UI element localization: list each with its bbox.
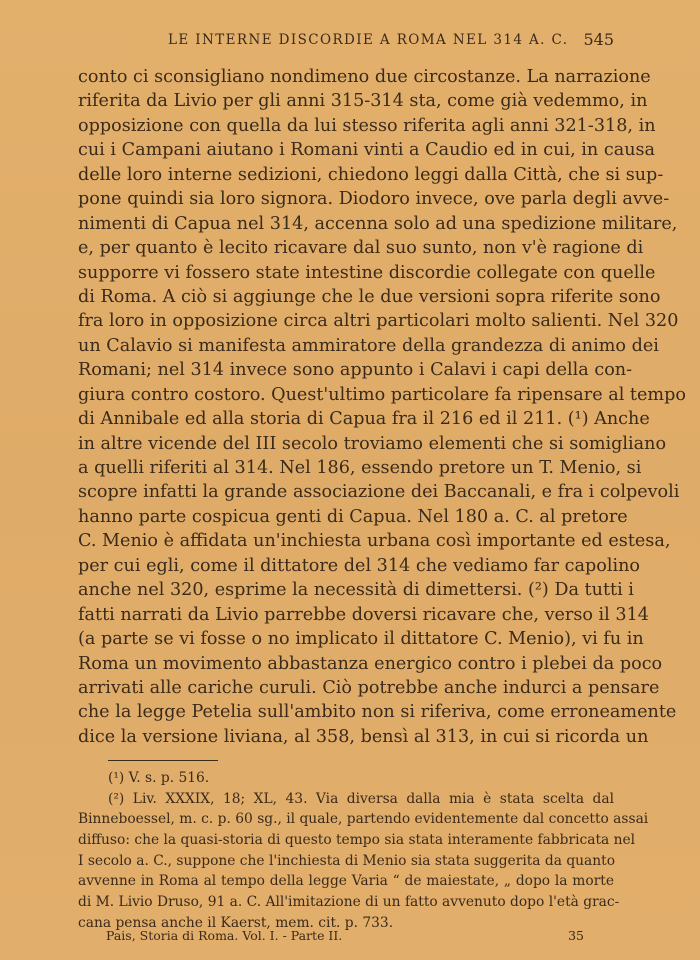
footnote-line: (²) Liv. XXXIX, 18; XL, 43. Via diversa dalla mia è stata scelta dal — [108, 790, 614, 807]
text-line: delle loro interne sedizioni, chiedono leggi dalla Città, che si sup- — [78, 164, 664, 185]
text-line: in altre vicende del III secolo troviamo elementi che si somigliano — [78, 433, 667, 454]
footnote-line: Binneboessel, m. c. p. 60 sg., il quale, partendo evidentemente dal concetto assai — [78, 811, 649, 828]
signature-mark: 35 — [568, 928, 584, 943]
text-line: nimenti di Capua nel 314, accenna solo ad una spedizione militare, — [78, 213, 678, 234]
text-line: riferita da Livio per gli anni 315-314 sta, come già vedemmo, in — [78, 91, 648, 112]
text-line: di Roma. A ciò si aggiunge che le due versioni sopra riferite sono — [78, 286, 661, 307]
text-line: dice la versione liviana, al 358, bensì al 313, in cui si ricorda un — [78, 726, 649, 747]
text-line: fra loro in opposizione circa altri particolari molto salienti. Nel 320 — [78, 311, 679, 332]
text-line: anche nel 320, esprime la necessità di dimettersi. (²) Da tutti i — [78, 580, 634, 601]
text-line: giura contro costoro. Quest'ultimo particolare fa ripensare al tempo — [78, 384, 686, 405]
text-line: opposizione con quella da lui stesso riferita agli anni 321-318, in — [78, 115, 656, 136]
body-text — [78, 65, 686, 749]
text-line: supporre vi fossero state intestine discordie collegate con quelle — [78, 262, 656, 283]
text-line: a quelli riferiti al 314. Nel 186, essendo pretore un T. Menio, si — [78, 458, 642, 478]
text-line: Roma un movimento abbastanza energico contro i plebei da poco — [78, 653, 663, 674]
text-line: pone quindi sia loro signora. Diodoro invece, ove parla degli avve- — [78, 189, 670, 210]
text-line: per cui egli, come il dittatore del 314 che vediamo far capolino — [78, 555, 641, 576]
footnote-line: di M. Livio Druso, 91 a. C. All'imitazione di un fatto avvenuto dopo l'età grac- — [78, 894, 620, 911]
running-title: LE INTERNE DISCORDIE A ROMA NEL 314 A. C. — [168, 32, 569, 48]
footnote-line: avvenne in Roma al tempo della legge Varia “ de maiestate, „ dopo la morte — [78, 873, 614, 890]
text-line: hanno parte cospicua genti di Capua. Nel 180 a. C. al pretore — [78, 506, 628, 527]
footnotes — [78, 768, 649, 934]
footnote-separator — [108, 760, 218, 761]
text-line: C. Menio è affidata un'inchiesta urbana così importante ed estesa, — [78, 531, 671, 552]
footnote-line: (¹) V. s. p. 516. — [108, 770, 210, 786]
text-line: Romani; nel 314 invece sono appunto i Calavi i capi della con- — [78, 360, 633, 381]
text-line: e, per quanto è lecito ricavare dal suo sunto, non v'è ragione di — [78, 238, 644, 259]
text-line: conto ci sconsigliano nondimeno due circostanze. La narrazione — [78, 67, 651, 87]
footnote-line: cana pensa anche il Kaerst, mem. cit. p. 733. — [78, 914, 394, 931]
text-line: (a parte se vi fosse o no implicato il dittatore C. Menio), vi fu in — [78, 629, 644, 650]
page-number: 545 — [583, 30, 614, 49]
text-line: di Annibale ed alla storia di Capua fra il 216 ed il 211. (¹) Anche — [78, 409, 650, 430]
text-line: fatti narrati da Livio parrebbe doversi ricavare che, verso il 314 — [78, 604, 649, 625]
footnote-line: I secolo a. C., suppone che l'inchiesta di Menio sia stata suggerita da quanto — [78, 852, 616, 869]
page-footer — [106, 928, 584, 944]
text-line: cui i Campani aiutano i Romani vinti a Caudio ed in cui, in causa — [78, 140, 656, 161]
text-line: un Calavio si manifesta ammiratore della grandezza di animo dei — [78, 335, 659, 356]
text-line: arrivati alle cariche curuli. Ciò potrebbe anche indurci a pensare — [78, 677, 660, 698]
signature-line: Pais, Storia di Roma. Vol. I. - Parte II. — [106, 928, 343, 943]
footnote-line: diffuso: che la quasi-storia di questo tempo sia stata interamente fabbricata nel — [78, 832, 636, 849]
text-line: che la legge Petelia sull'ambito non si riferiva, come erroneamente — [78, 702, 677, 723]
text-line: scopre infatti la grande associazione dei Baccanali, e fra i colpevoli — [78, 482, 680, 503]
page-header — [78, 32, 614, 52]
